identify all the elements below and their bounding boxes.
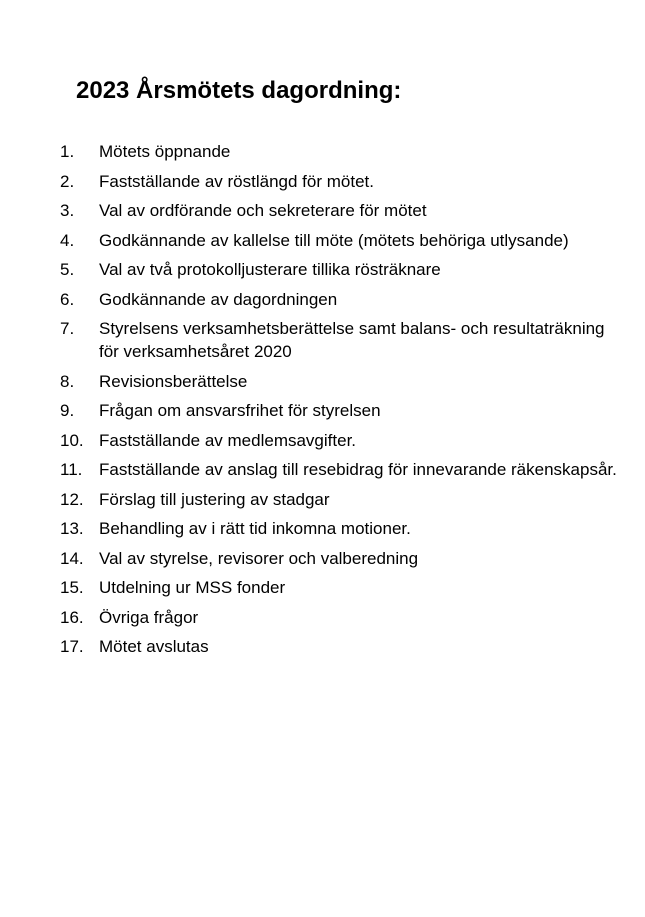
- agenda-list: [60, 140, 620, 665]
- agenda-item: [60, 429, 620, 452]
- agenda-item-number: 14.: [60, 548, 84, 568]
- agenda-item-text: Förslag till justering av stadgar: [99, 489, 330, 509]
- agenda-item-text: Behandling av i rätt tid inkomna motioner.: [99, 519, 411, 538]
- agenda-item: [60, 517, 620, 540]
- agenda-item-number: 9.: [60, 401, 75, 420]
- agenda-item-text: Frågan om ansvarsfrihet för styrelsen: [99, 401, 381, 420]
- agenda-item-number: 16.: [60, 607, 84, 627]
- agenda-item-text: Fastställande av medlemsavgifter.: [99, 430, 357, 450]
- agenda-item: [60, 258, 620, 281]
- agenda-item-number: 8.: [60, 371, 75, 391]
- agenda-item-number: 2.: [60, 171, 75, 191]
- agenda-item-number: 17.: [60, 637, 84, 656]
- agenda-item-text: Val av ordförande och sekreterare för mötet: [99, 201, 427, 220]
- agenda-item-number: 11.: [60, 460, 83, 479]
- agenda-item-text: Mötet avslutas: [99, 637, 209, 656]
- agenda-item-number: 10.: [60, 430, 84, 450]
- agenda-item: [60, 288, 620, 311]
- agenda-item-text: Styrelsens verksamhetsberättelse samt balans- och resultaträkning för verksamhetsåret 2020: [99, 319, 605, 361]
- agenda-item: [60, 140, 620, 163]
- agenda-item: [60, 576, 620, 599]
- agenda-item-text: Godkännande av kallelse till möte (mötets behöriga utlysande): [99, 230, 569, 250]
- agenda-item-number: 15.: [60, 578, 84, 597]
- agenda-item-number: 3.: [60, 201, 75, 220]
- page-title: 2023 Årsmötets dagordning:: [76, 77, 402, 104]
- agenda-item: [60, 547, 620, 570]
- agenda-item-number: 12.: [60, 489, 84, 509]
- agenda-item: [60, 635, 620, 658]
- agenda-item: [60, 488, 620, 511]
- agenda-item-number: 13.: [60, 519, 84, 538]
- agenda-item: [60, 370, 620, 393]
- agenda-item-number: 1.: [60, 142, 75, 161]
- agenda-item-text: Mötets öppnande: [99, 142, 231, 161]
- agenda-item: [60, 458, 620, 481]
- agenda-item: [60, 229, 620, 252]
- agenda-item-text: Fastställande av anslag till resebidrag för innevarande räkenskapsår.: [99, 460, 617, 479]
- agenda-item-text: Godkännande av dagordningen: [99, 289, 338, 309]
- agenda-item-number: 5.: [60, 260, 75, 279]
- agenda-item: [60, 170, 620, 193]
- agenda-item-text: Val av två protokolljusterare tillika rösträknare: [99, 260, 441, 279]
- agenda-item-text: Fastställande av röstlängd för mötet.: [99, 171, 374, 191]
- agenda-item-text: Övriga frågor: [99, 607, 199, 627]
- agenda-item-number: 6.: [60, 289, 75, 309]
- agenda-item-number: 7.: [60, 319, 75, 338]
- agenda-item-text: Revisionsberättelse: [99, 371, 248, 391]
- agenda-item-text: Val av styrelse, revisorer och valberedning: [99, 548, 419, 568]
- agenda-item: [60, 399, 620, 422]
- agenda-item: [60, 606, 620, 629]
- agenda-item-number: 4.: [60, 230, 75, 250]
- agenda-item: [60, 317, 620, 363]
- agenda-item-text: Utdelning ur MSS fonder: [99, 578, 286, 597]
- agenda-item: [60, 199, 620, 222]
